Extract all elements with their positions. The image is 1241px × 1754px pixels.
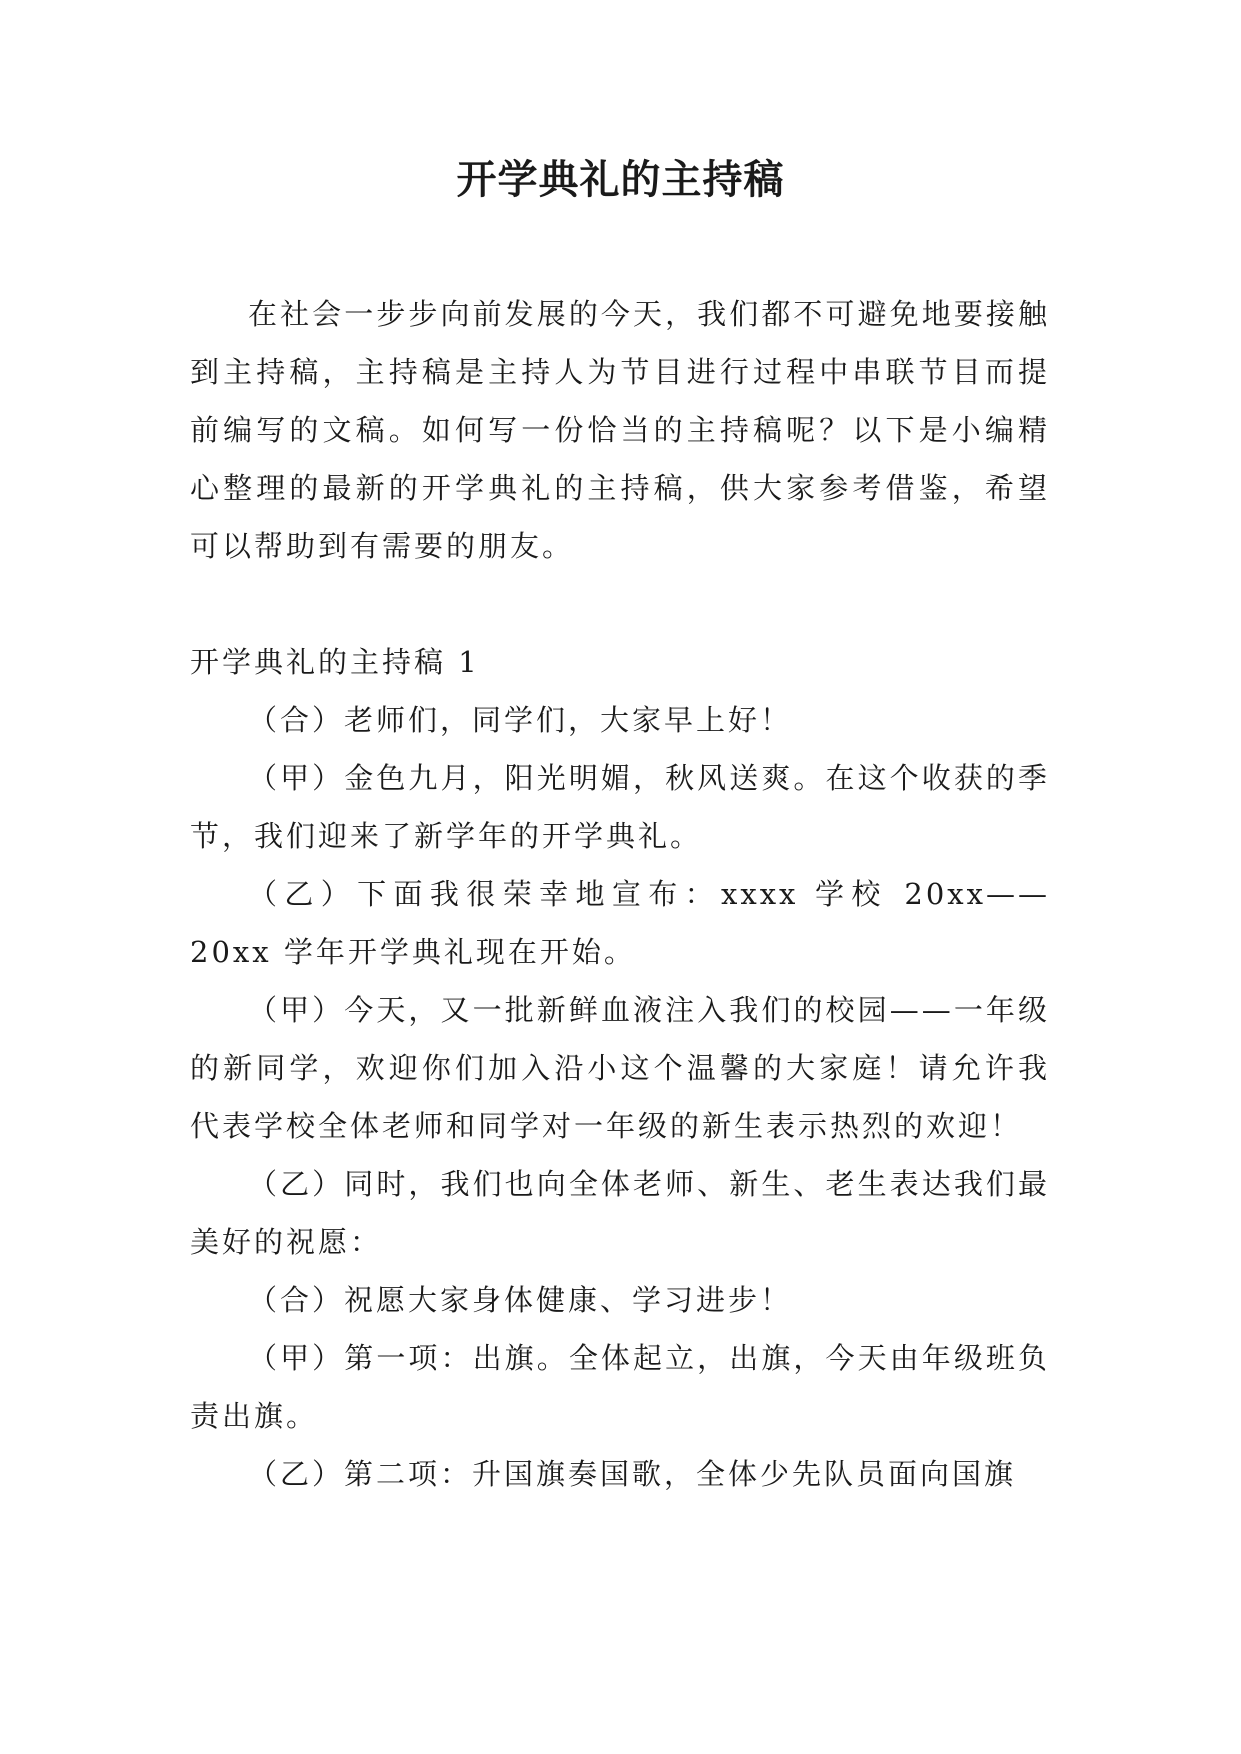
dialogue-line: （甲）第一项：出旗。全体起立，出旗，今天由年级班负责出旗。 [190, 1341, 1050, 1433]
intro-paragraph: 在社会一步步向前发展的今天，我们都不可避免地要接触到主持稿，主持稿是主持人为节目进行过程中串联节目而提前编写的文稿。如何写一份恰当的主持稿呢？以下是小编精心整理的最新的开学典礼的主持稿，供大家参考借鉴，希望可以帮助到有需要的朋友。 [190, 297, 1050, 563]
document-body [190, 285, 1050, 1503]
dialogue-line: （乙）同时，我们也向全体老师、新生、老生表达我们最美好的祝愿： [190, 1167, 1050, 1259]
document-title: 开学典礼的主持稿 [456, 156, 785, 203]
dialogue-line: （甲）金色九月，阳光明媚，秋风送爽。在这个收获的季节，我们迎来了新学年的开学典礼。 [190, 761, 1050, 853]
paragraph-spacer [190, 575, 1050, 633]
section-heading: 开学典礼的主持稿 1 [190, 645, 480, 679]
dialogue-line: （甲）今天，又一批新鲜血液注入我们的校园——一年级的新同学，欢迎你们加入沿小这个温馨的大家庭！请允许我代表学校全体老师和同学对一年级的新生表示热烈的欢迎！ [190, 993, 1050, 1143]
dialogue-line: （合）老师们，同学们，大家早上好！ [248, 703, 793, 737]
dialogue-line: （乙）下面我很荣幸地宣布：xxxx 学校 20xx——20xx 学年开学典礼现在开始。 [190, 877, 1050, 969]
dialogue-line: （合）祝愿大家身体健康、学习进步！ [248, 1283, 793, 1317]
dialogue-line: （乙）第二项：升国旗奏国歌，全体少先队员面向国旗 [248, 1457, 1017, 1491]
